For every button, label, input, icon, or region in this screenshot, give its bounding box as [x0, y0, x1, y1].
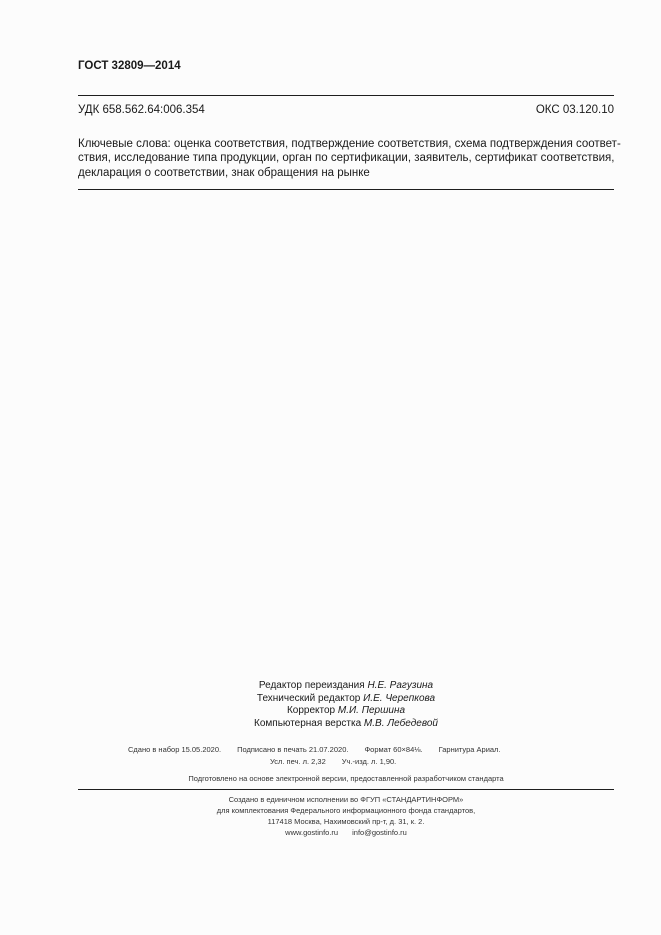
- imprint-row-2: [270, 757, 396, 766]
- credit-proofreader-label: Корректор: [286, 705, 336, 716]
- keywords-line-1: Ключевые слова: оценка соответствия, подтверждение соответствия, схема подтверждения соответ-: [78, 138, 621, 150]
- imprint-submitted: Сдано в набор 15.05.2020.: [128, 745, 222, 754]
- document-code: ГОСТ 32809—2014: [78, 60, 181, 72]
- imprint-typeface: Гарнитура Ариал.: [438, 745, 501, 754]
- publisher-line-1: Создано в единичном исполнении во ФГУП «СТАНДАРТИНФОРМ»: [228, 795, 464, 804]
- publisher-line-3: 117418 Москва, Нахимовский пр-т, д. 31, к. 2.: [267, 817, 425, 826]
- credit-layout: [78, 718, 614, 731]
- keywords-paragraph: [78, 137, 621, 180]
- credit-tech-editor-name: И.Е. Черепкова: [363, 692, 436, 704]
- credit-editor-name: Н.Е. Рагузина: [367, 680, 434, 691]
- credit-tech-editor-label: Технический редактор: [256, 692, 361, 704]
- imprint-publisher-sheets: Уч.-изд. л. 1,90.: [341, 757, 397, 766]
- credit-proofreader-name: М.И. Першина: [337, 705, 406, 716]
- publisher-block: [78, 794, 614, 838]
- credit-editor: [78, 680, 614, 693]
- credit-editor-label: Редактор переиздания: [258, 680, 365, 691]
- divider-top: [78, 95, 614, 96]
- credit-tech-editor: [78, 693, 614, 706]
- publisher-website-link[interactable]: www.gostinfo.ru: [285, 828, 339, 837]
- imprint-row-1: [128, 745, 501, 754]
- divider-bottom: [78, 789, 614, 790]
- oks-code: ОКС 03.120.10: [535, 104, 614, 116]
- divider-keywords: [78, 189, 614, 190]
- prepared-note: Подготовлено на основе электронной версии, предоставленной разработчиком стандарта: [188, 774, 504, 783]
- keywords-line-2: ствия, исследование типа продукции, орган по сертификации, заявитель, сертификат соответствия,: [78, 152, 615, 165]
- publisher-email-link[interactable]: info@gostinfo.ru: [352, 828, 407, 837]
- imprint-signed: Подписано в печать 21.07.2020.: [237, 745, 349, 754]
- imprint-format: Формат 60×84⅛.: [364, 745, 423, 754]
- imprint-print-sheets: Усл. печ. л. 2,32: [270, 757, 326, 766]
- credit-proofreader: [78, 705, 614, 718]
- credits-block: [78, 680, 614, 730]
- publisher-contacts: [78, 827, 614, 838]
- credit-layout-name: М.В. Лебедевой: [363, 717, 438, 729]
- credit-layout-label: Компьютерная верстка: [254, 717, 362, 729]
- udc-code: УДК 658.562.64:006.354: [78, 104, 205, 116]
- keywords-line-3: декларация о соответствии, знак обращения на рынке: [78, 166, 370, 179]
- publisher-line-2: для комплектования Федерального информационного фонда стандартов,: [216, 806, 476, 815]
